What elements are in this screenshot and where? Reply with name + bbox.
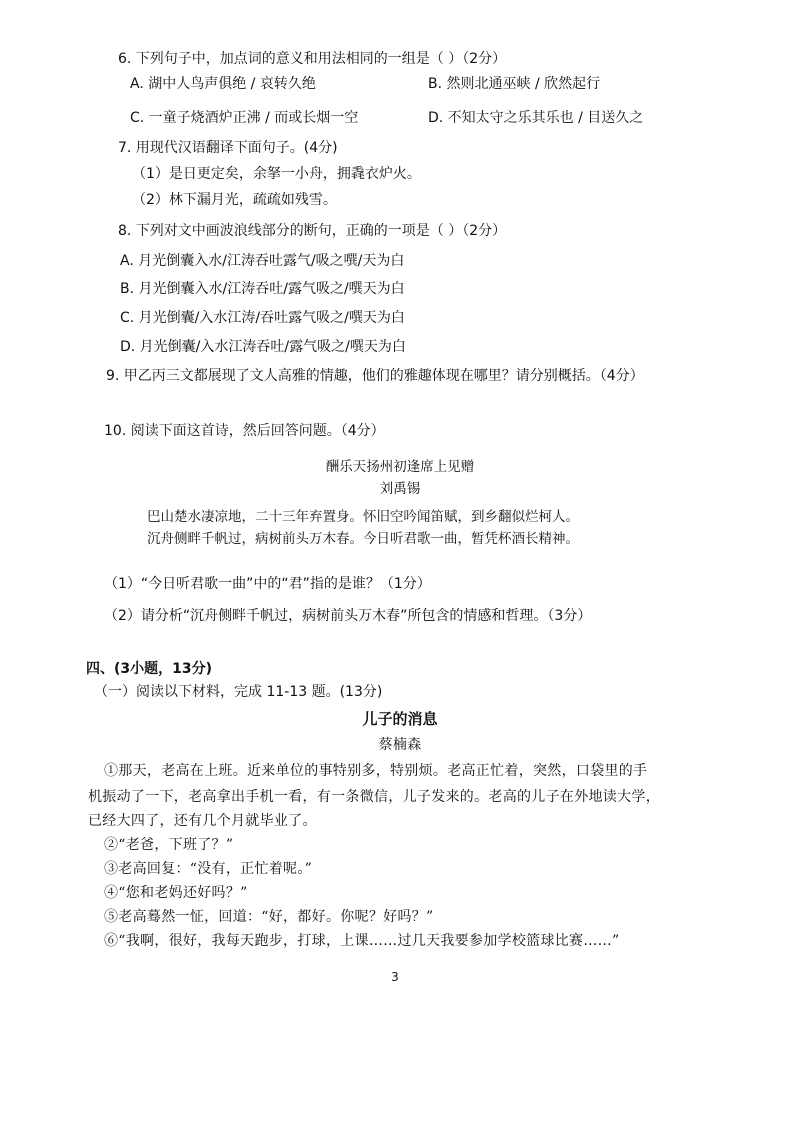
poem-title: 酬乐天扬州初逢席上见赠 [325, 459, 475, 475]
q8-option-c: C. 月光倒囊/入水江涛/吞吐露气吸之/噀天为白 [120, 310, 405, 326]
story-paragraph-2: ②“老爸，下班了？” [104, 837, 234, 853]
q10-sub-2: （2）请分析“沉舟侧畔千帆过，病树前头万木春”所包含的情感和哲理。（3分） [104, 608, 592, 624]
q7-sentence-1: （1）是日更定矣，余拏一小舟，拥毳衣炉火。 [132, 166, 421, 182]
q7-stem: 7. 用现代汉语翻译下面句子。(4分) [118, 140, 338, 156]
story-title: 儿子的消息 [362, 710, 438, 728]
q9-stem: 9. 甲乙丙三文都展现了文人高雅的情趣，他们的雅趣体现在哪里？请分别概括。（4分） [106, 368, 644, 384]
story-paragraph-1-line-3: 已经大四了，还有几个月就毕业了。 [88, 813, 317, 829]
story-paragraph-3: ③老高回复：“没有，正忙着呢。” [104, 861, 313, 877]
story-author: 蔡楠森 [378, 737, 422, 753]
q7-sentence-2: （2）林下漏月光，疏疏如残雪。 [132, 192, 337, 208]
poem-line-1: 巴山楚水凄凉地，二十三年弃置身。怀旧空吟闻笛赋，到乡翻似烂柯人。 [147, 509, 579, 525]
q10-stem: 10. 阅读下面这首诗，然后回答问题。（4分） [104, 423, 385, 439]
q8-option-b: B. 月光倒囊入水/江涛吞吐/露气吸之/噀天为白 [120, 281, 405, 297]
q6-option-c: C. 一童子烧酒炉正沸 / 而或长烟一空 [130, 110, 359, 126]
story-paragraph-1-line-2: 机振动了一下，老高拿出手机一看，有一条微信，儿子发来的。老高的儿子在外地读大学， [88, 789, 660, 805]
q10-sub-1: （1）“今日听君歌一曲”中的“君”指的是谁？（1分） [104, 576, 431, 592]
page-number: 3 [391, 970, 399, 984]
story-paragraph-1-line-1: ①那天，老高在上班。近来单位的事特别多，特别烦。老高正忙着，突然，口袋里的手 [104, 763, 648, 779]
q8-option-d: D. 月光倒囊/入水江涛吞吐/露气吸之/噀天为白 [120, 339, 406, 355]
q6-option-a: A. 湖中人鸟声俱绝 / 哀转久绝 [130, 76, 316, 92]
q8-stem: 8. 下列对文中画波浪线部分的断句，正确的一项是（ ）（2分） [118, 223, 507, 239]
story-paragraph-5: ⑤老高蓦然一怔，回道：“好，都好。你呢？好吗？” [104, 909, 434, 925]
story-paragraph-4: ④“您和老妈还好吗？” [104, 885, 248, 901]
story-paragraph-6: ⑥“我啊，很好，我每天跑步，打球，上课……过几天我要参加学校篮球比赛……” [104, 933, 620, 949]
poem-author: 刘禹锡 [379, 481, 421, 497]
section-intro: （一）阅读以下材料，完成 11-13 题。(13分) [94, 684, 383, 700]
q6-option-d: D. 不知太守之乐其乐也 / 目送久之 [428, 110, 644, 126]
q6-option-b: B. 然则北通巫峡 / 欣然起行 [428, 76, 601, 92]
q8-option-a: A. 月光倒囊入水/江涛吞吐露气/吸之噀/天为白 [120, 253, 405, 269]
poem-line-2: 沉舟侧畔千帆过，病树前头万木春。今日听君歌一曲，暂凭杯酒长精神。 [147, 531, 579, 547]
q6-stem: 6. 下列句子中，加点词的意义和用法相同的一组是（ ）（2分） [118, 51, 507, 67]
section-heading: 四、(3小题，13分) [86, 661, 213, 677]
